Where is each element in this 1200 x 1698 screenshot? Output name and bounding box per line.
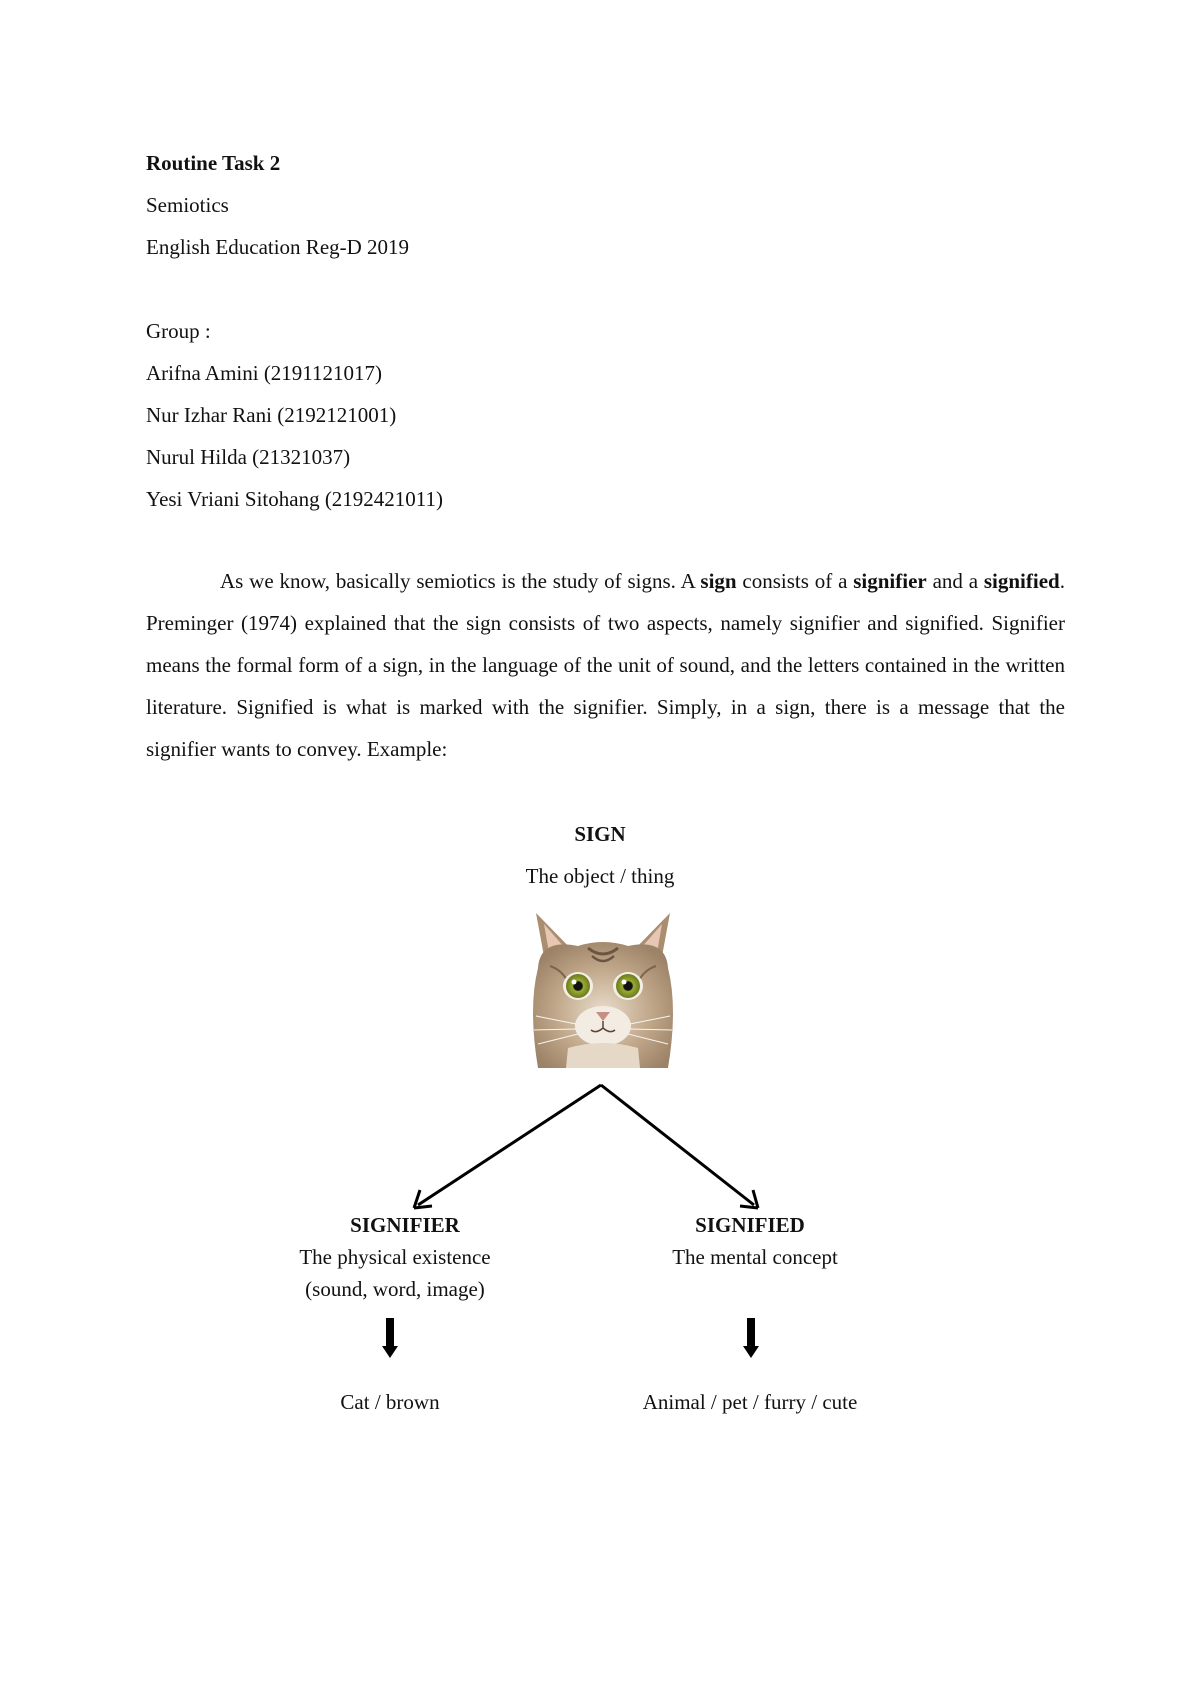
arrowhead-signifier [414,1190,432,1208]
paragraph-text: . Preminger (1974) explained that the sign consists of two aspects, namely signifier and signified. Signifier means the formal form of a sign, in the language of the unit of sound, and the letters contained in the written literature. Signified is what is marked with the signifier. Simply, in a sign, there is a message that the signifier wants to convey. Example: [146,569,1065,761]
cat-image [528,908,678,1068]
signifier-line1: The physical existence [299,1245,491,1269]
down-arrow-signified [743,1318,759,1358]
group-member: Nur Izhar Rani (2192121001) [146,403,397,427]
signifier-title: SIGNIFIER [350,1213,460,1237]
signifier-line2: (sound, word, image) [305,1277,485,1301]
class-name: English Education Reg-D 2019 [146,235,410,259]
arrow-to-signifier [418,1085,601,1205]
document-title: Routine Task 2 [146,151,281,175]
sign-title: SIGN [574,822,626,846]
arrow-to-signified [601,1085,754,1205]
paragraph-text: As we know, basically semiotics is the study of signs. A [220,569,701,593]
signified-line1: The mental concept [672,1245,838,1269]
paragraph-text: and a [926,569,984,593]
signified-example: Animal / pet / furry / cute [642,1390,858,1414]
group-member: Nurul Hilda (21321037) [146,445,351,469]
paragraph-text: consists of a [736,569,854,593]
header-spacer [146,268,1066,310]
term-sign: sign [700,569,737,593]
group-member: Arifna Amini (2191121017) [146,361,383,385]
signifier-example: Cat / brown [340,1390,440,1414]
sign-subtitle: The object / thing [525,864,675,888]
course-name: Semiotics [146,193,229,217]
term-signified: signified [983,569,1060,593]
down-arrow-signifier [382,1318,398,1358]
signified-title: SIGNIFIED [695,1213,805,1237]
arrowhead-signified [740,1190,758,1208]
intro-paragraph [146,560,1065,770]
group-label: Group : [146,319,211,343]
group-member: Yesi Vriani Sitohang (2192421011) [146,487,444,511]
document-header [146,142,1066,520]
term-signifier: signifier [853,569,927,593]
